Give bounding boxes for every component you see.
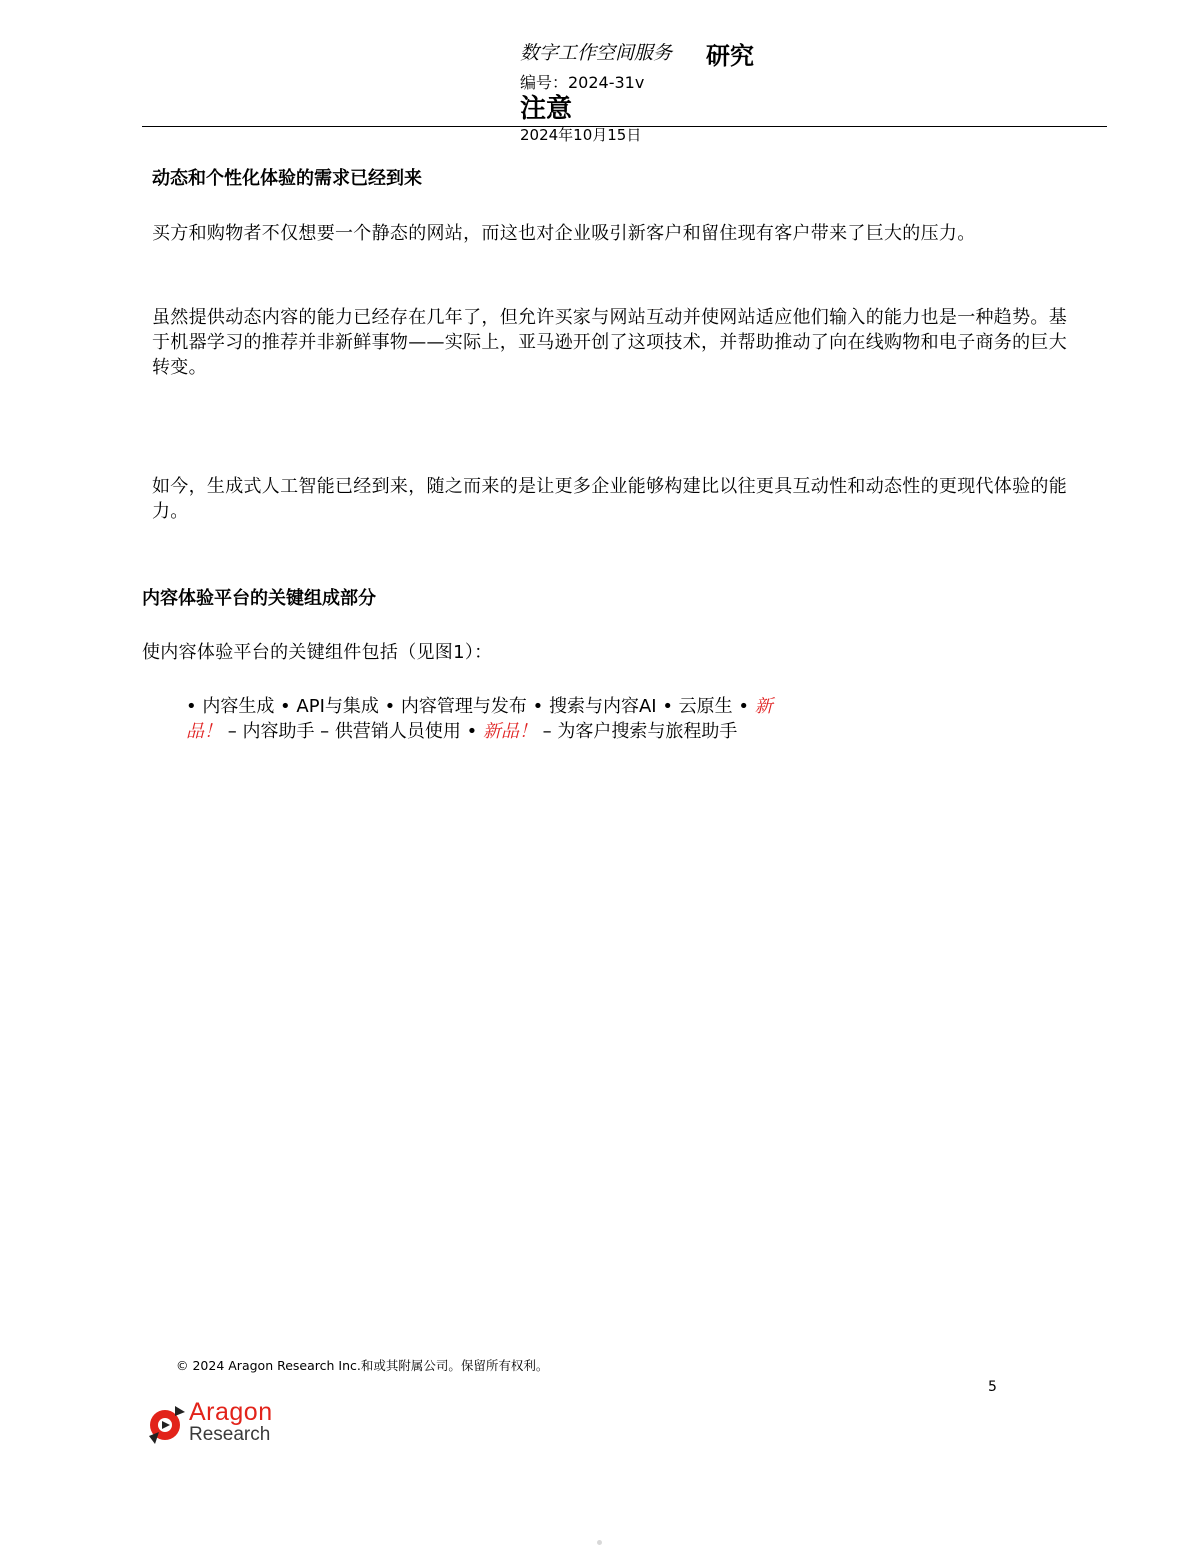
new-badge-1: 新品！ — [186, 696, 773, 742]
footer-copyright: © 2024 Aragon Research Inc.和或其附属公司。保留所有权利。 — [176, 1358, 549, 1373]
document-date: 2024年10月15日 — [520, 126, 642, 144]
logo-wordmark-aragon: Aragon — [189, 1398, 273, 1426]
section-heading-demand: 动态和个性化体验的需求已经到来 — [152, 168, 422, 189]
section-heading-components: 内容体验平台的关键组成部分 — [142, 588, 376, 609]
paragraph-generative-ai: 如今，生成式人工智能已经到来，随之而来的是让更多企业能够构建比以往更具互动性和动态性的更现代体验的能力。 — [152, 476, 1067, 522]
aragon-logo-icon — [145, 1402, 187, 1448]
page-number: 5 — [988, 1379, 997, 1395]
components-intro: 使内容体验平台的关键组件包括（见图1）： — [142, 642, 493, 663]
header-research: 研究 — [706, 42, 754, 70]
bullet-text-3: – 为客户搜索与旅程助手 — [536, 721, 738, 742]
page-indicator-dot — [597, 1540, 602, 1545]
header-notice: 注意 — [520, 94, 573, 124]
paragraph-buyers: 买方和购物者不仅想要一个静态的网站，而这也对企业吸引新客户和留住现有客户带来了巨大的压力。 — [152, 223, 976, 244]
new-badge-2: 新品！ — [482, 721, 537, 742]
bullet-text-1: • 内容生成 • API与集成 • 内容管理与发布 • 搜索与内容AI • 云原生 • — [186, 696, 755, 717]
header-service: 数字工作空间服务 — [520, 42, 673, 64]
paragraph-dynamic-content: 虽然提供动态内容的能力已经存在几年了，但允许买家与网站互动并使网站适应他们输入的能力也是一种趋势。基于机器学习的推荐并非新鲜事物——实际上，亚马逊开创了这项技术，并帮助推动了向在线购物和电子商务的巨大转变。 — [152, 307, 1067, 378]
document-number: 编号：2024-31v — [520, 73, 645, 92]
logo-wordmark-research: Research — [189, 1424, 271, 1445]
bullet-text-2: – 内容助手 – 供营销人员使用 • — [222, 721, 483, 742]
components-bullet-list — [186, 694, 786, 744]
